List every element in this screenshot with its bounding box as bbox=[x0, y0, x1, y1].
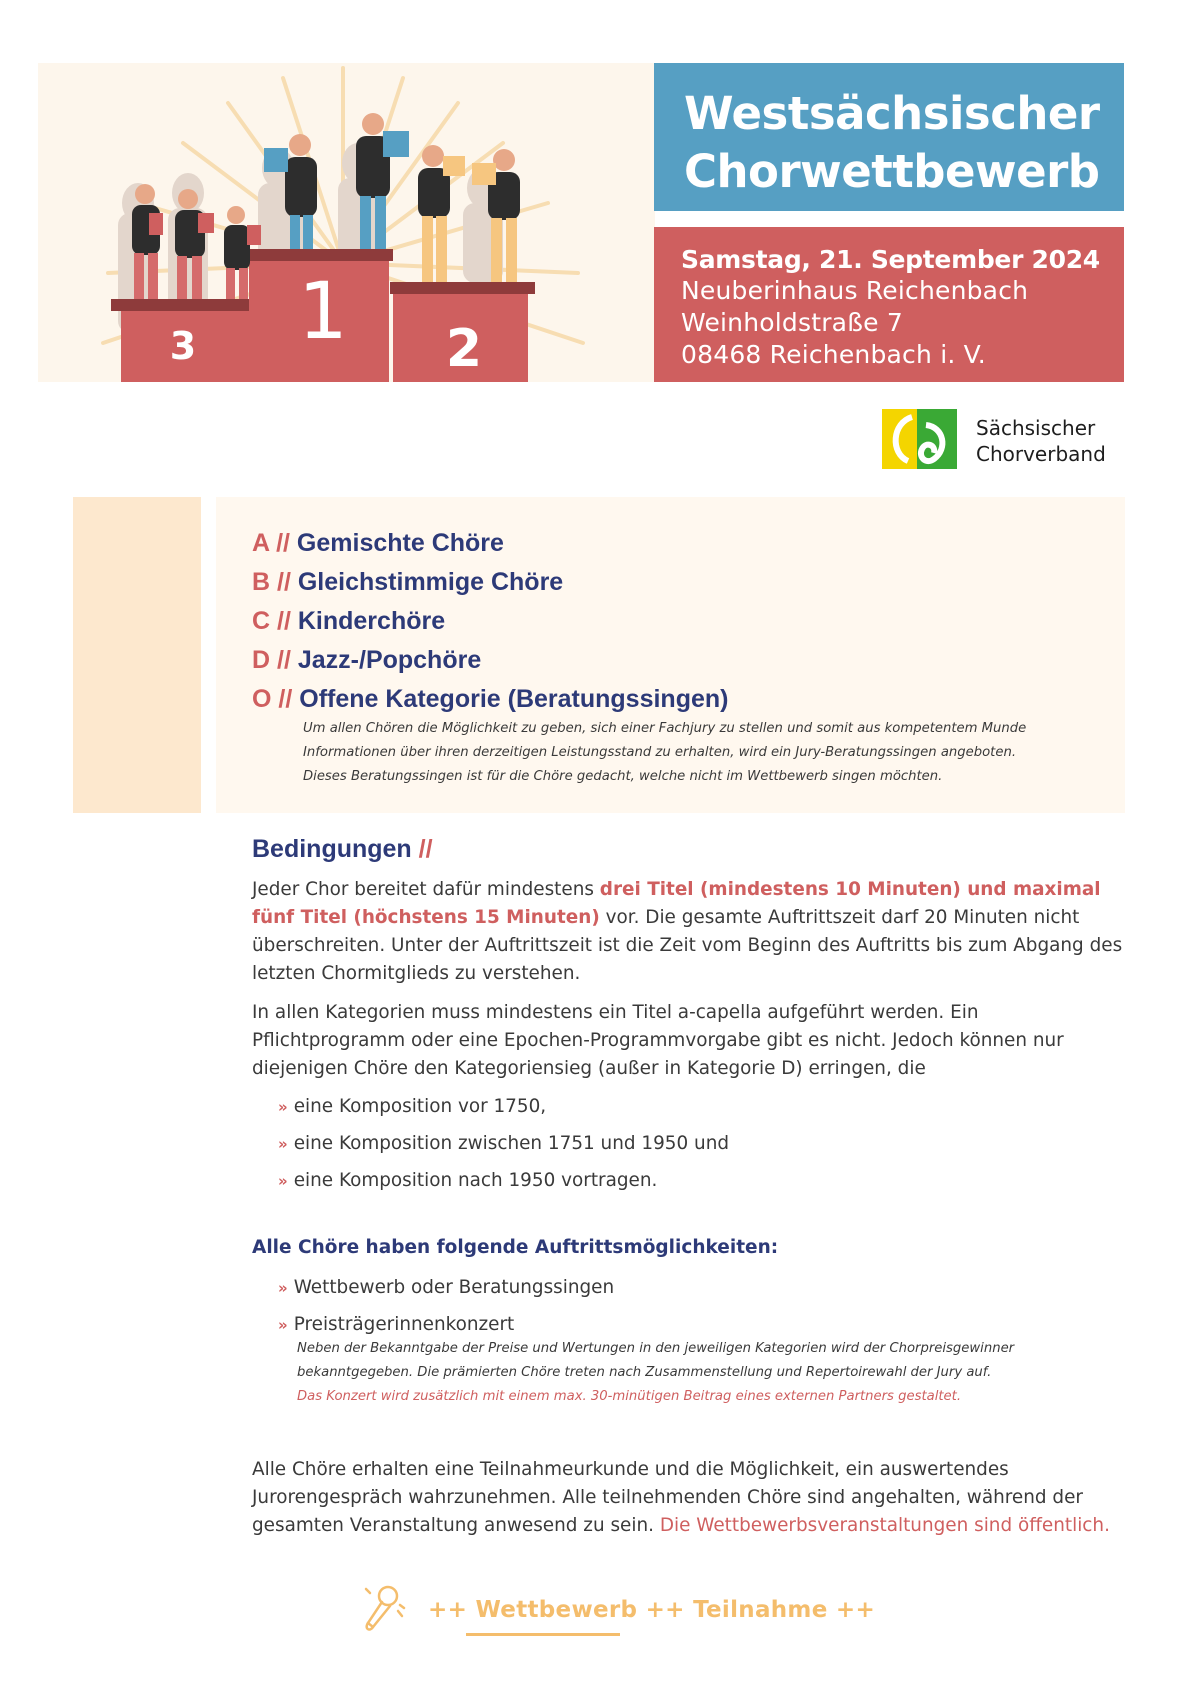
time-requirement-highlight: drei Titel (mindestens 10 Minuten) und maximal fünf Titel (höchstens 15 Minuten) bbox=[252, 879, 1101, 928]
concert-note bbox=[297, 1337, 1097, 1409]
category-label: Jazz-/Popchöre bbox=[297, 646, 482, 674]
category-code: C // bbox=[252, 607, 291, 635]
options-heading: Alle Chöre haben folgende Auftrittsmöglichkeiten: bbox=[252, 1237, 779, 1258]
event-city: 08468 Reichenbach i. V. bbox=[681, 340, 986, 369]
category-code: O // bbox=[252, 685, 293, 713]
note-line: bekanntgegeben. Die prämierten Chöre treten nach Zusammenstellung und Repertoirewahl der Jury auf. bbox=[297, 1365, 992, 1380]
description-line: Dieses Beratungssingen ist für die Chöre gedacht, welche nicht im Wettbewerb singen möchten. bbox=[303, 769, 943, 784]
category-label: Gemischte Chöre bbox=[296, 529, 504, 557]
category-code: B // bbox=[252, 568, 291, 596]
note-line: Neben der Bekanntgabe der Preise und Wertungen in den jeweiligen Kategorien wird der Chorpreisgewinner bbox=[297, 1341, 1015, 1356]
conditions-paragraph-1: Jeder Chor bereitet dafür mindestens drei Titel (mindestens 10 Minuten) und maximal fünf Titel (höchstens 15 Minuten) vor. Die gesamte Auftrittszeit darf 20 Minuten nicht überschreiten. Unter der Auftrittszeit ist die Zeit vom Beginn des Auftritts bis zum Abgang des letzten Chormitglieds zu verstehen. bbox=[252, 879, 1123, 984]
conditions-heading bbox=[252, 835, 433, 864]
category-label: Gleichstimmige Chöre bbox=[297, 568, 564, 596]
category-code: A // bbox=[252, 529, 290, 557]
category-label: Offene Kategorie (Beratungssingen) bbox=[299, 685, 729, 713]
category-o-description bbox=[303, 717, 1063, 789]
title-line-1: Westsächsischer bbox=[684, 87, 1100, 140]
note-line-highlight: Das Konzert wird zusätzlich mit einem max. 30-minütigen Beitrag eines externen Partners gestaltet. bbox=[297, 1389, 962, 1404]
description-line: Informationen über ihren derzeitigen Leistungsstand zu erhalten, wird ein Jury-Beratungssingen angeboten. bbox=[303, 745, 1017, 760]
podium-number-1: 1 bbox=[298, 267, 348, 357]
description-line: Um allen Chören die Möglichkeit zu geben, sich einer Fachjury zu stellen und somit aus kompetentem Munde bbox=[303, 721, 1027, 736]
public-events-highlight: Die Wettbewerbsveranstaltungen sind öffentlich. bbox=[659, 1515, 1110, 1536]
logo-line-2: Chorverband bbox=[976, 442, 1106, 466]
bullet-mark-icon: » bbox=[278, 1279, 288, 1297]
category-c bbox=[252, 607, 445, 636]
category-b bbox=[252, 568, 563, 597]
page-title bbox=[684, 85, 1124, 201]
closing-paragraph: Alle Chöre erhalten eine Teilnahmeurkunde und die Möglichkeit, ein auswertendes Jurorengespräch wahrzunehmen. Alle teilnehmenden Chöre sind angehalten, während der gesamten Veranstaltung anwesend zu sein. Die Wettbewerbsveranstaltungen sind öffentlich. bbox=[252, 1459, 1110, 1536]
bullet-mark-icon: » bbox=[278, 1098, 288, 1116]
category-code: D // bbox=[252, 646, 291, 674]
footer-tagline bbox=[360, 1583, 876, 1643]
podium-illustration bbox=[38, 63, 655, 382]
category-d bbox=[252, 646, 481, 675]
category-a bbox=[252, 529, 504, 558]
event-date: Samstag, 21. September 2024 bbox=[681, 245, 1100, 274]
bullet-mark-icon: » bbox=[278, 1135, 288, 1153]
chorverband-logo-icon bbox=[882, 409, 957, 469]
list-item: » Wettbewerb oder Beratungssingen bbox=[278, 1277, 615, 1298]
event-info-box bbox=[654, 227, 1124, 382]
conditions-heading-slash: // bbox=[418, 835, 433, 863]
list-item: » eine Komposition vor 1750, bbox=[278, 1096, 547, 1117]
list-item: » eine Komposition zwischen 1751 und 1950 und bbox=[278, 1133, 730, 1154]
event-venue: Neuberinhaus Reichenbach bbox=[681, 276, 1029, 305]
list-item: » eine Komposition nach 1950 vortragen. bbox=[278, 1170, 658, 1191]
podium-number-2: 2 bbox=[445, 319, 483, 379]
title-line-2: Chorwettbewerb bbox=[684, 145, 1100, 198]
conditions-paragraph-2: In allen Kategorien muss mindestens ein Titel a-capella aufgeführt werden. Ein Pflichtprogramm oder eine Epochen-Programmvorgabe gibt es nicht. Jedoch können nur diejenigen Chöre den Kategoriensieg (außer in Kategorie D) erringen, die bbox=[252, 1002, 1064, 1079]
footer-text: ++ Wettbewerb ++ Teilnahme ++ bbox=[428, 1597, 876, 1623]
chorverband-logo bbox=[882, 409, 1112, 471]
podium-number-3: 3 bbox=[169, 324, 197, 368]
bullet-mark-icon: » bbox=[278, 1316, 288, 1334]
decorative-side-bar bbox=[73, 497, 201, 813]
list-item: » Preisträgerinnenkonzert bbox=[278, 1314, 515, 1335]
chorverband-logo-text bbox=[976, 415, 1106, 467]
logo-line-1: Sächsischer bbox=[976, 416, 1096, 440]
category-o bbox=[252, 685, 728, 714]
category-label: Kinderchöre bbox=[297, 607, 446, 635]
conditions-heading-text: Bedingungen bbox=[252, 835, 412, 863]
bullet-mark-icon: » bbox=[278, 1172, 288, 1190]
footer-underline bbox=[466, 1633, 620, 1636]
microphone-icon bbox=[360, 1583, 406, 1633]
event-street: Weinholdstraße 7 bbox=[681, 308, 903, 337]
title-banner bbox=[654, 63, 1124, 211]
